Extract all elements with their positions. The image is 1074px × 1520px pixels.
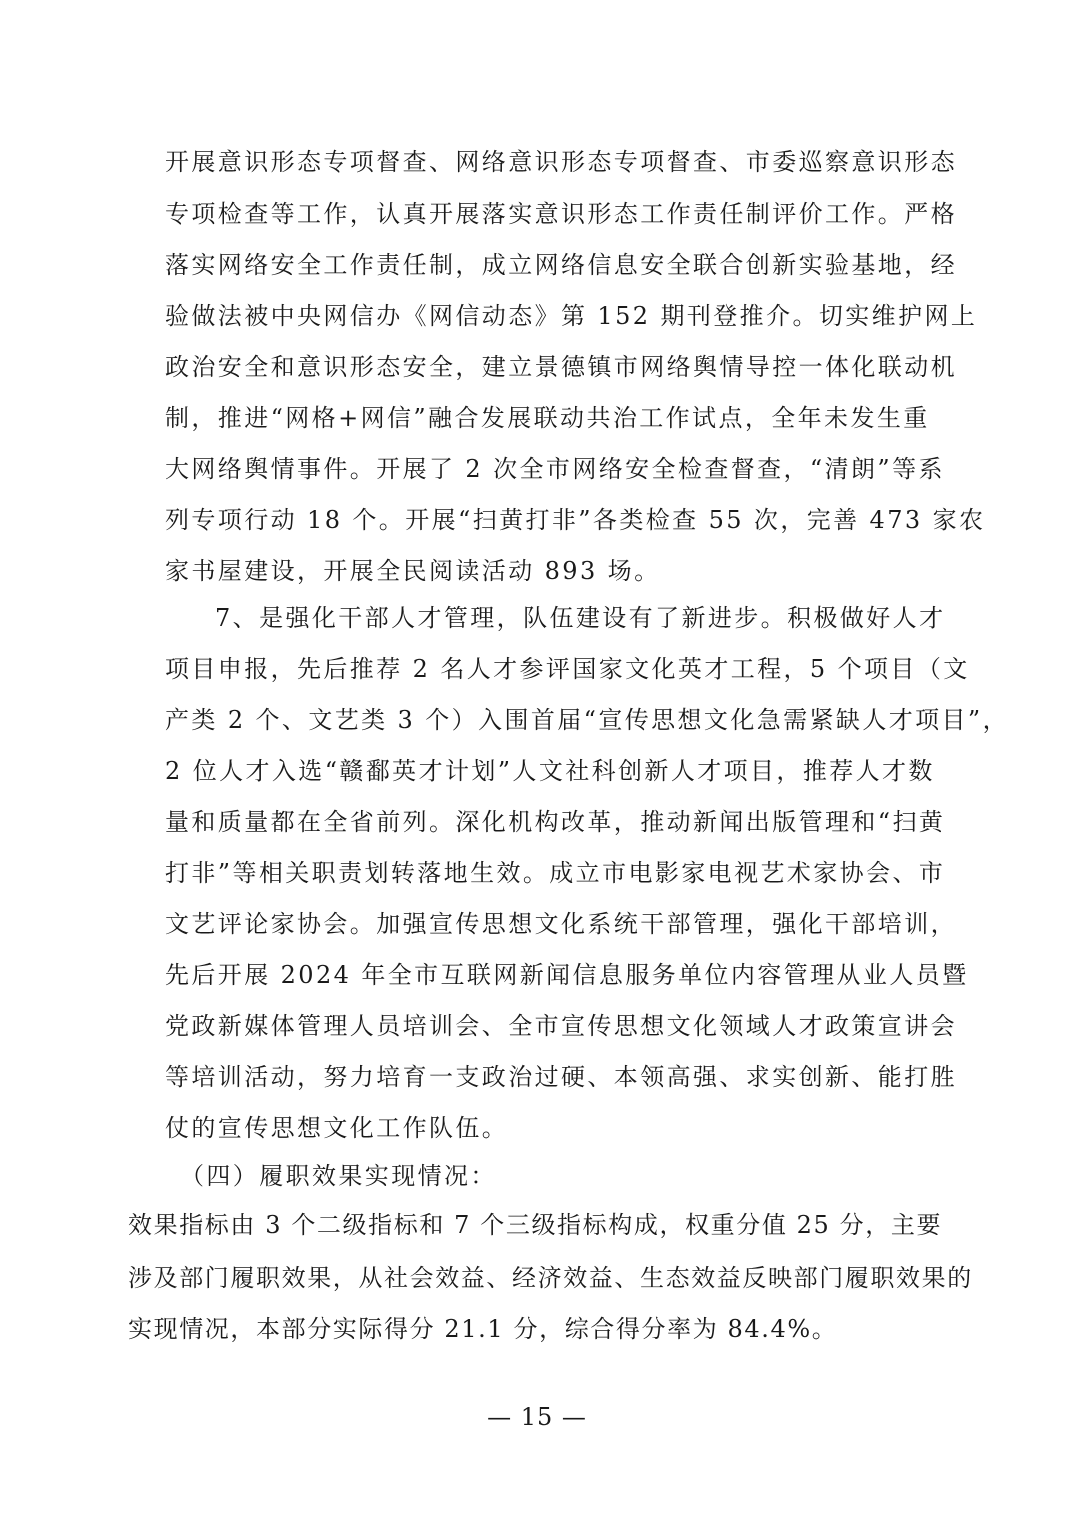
text-line: 仗的宣传思想文化工作队伍。 xyxy=(165,1114,509,1142)
text-line: 项目申报，先后推荐 2 名人才参评国家文化英才工程，5 个项目（文 xyxy=(165,655,970,683)
text-line: 列专项行动 18 个。开展“扫黄打非”各类检查 55 次，完善 473 家农 xyxy=(165,506,986,534)
text-line: 落实网络安全工作责任制，成立网络信息安全联合创新实验基地，经 xyxy=(165,251,957,279)
text-line: 等培训活动，努力培育一支政治过硬、本领高强、求实创新、能打胜 xyxy=(165,1063,957,1091)
text-line: 效果指标由 3 个二级指标和 7 个三级指标构成，权重分值 25 分，主要 xyxy=(128,1211,943,1239)
text-line: 制，推进“网格+网信”融合发展联动共治工作试点，全年未发生重 xyxy=(165,404,930,432)
text-line: 打非”等相关职责划转落地生效。成立市电影家电视艺术家协会、市 xyxy=(165,859,946,887)
text-line: 7、是强化干部人才管理，队伍建设有了新进步。积极做好人才 xyxy=(215,604,946,632)
text-line: 量和质量都在全省前列。深化机构改革，推动新闻出版管理和“扫黄 xyxy=(165,808,946,836)
text-line: 开展意识形态专项督查、网络意识形态专项督查、市委巡察意识形态 xyxy=(165,148,957,176)
text-line: 实现情况，本部分实际得分 21.1 分，综合得分率为 84.4%。 xyxy=(128,1315,838,1343)
section-heading: （四）履职效果实现情况： xyxy=(180,1162,497,1190)
text-line: 家书屋建设，开展全民阅读活动 893 场。 xyxy=(165,557,661,585)
text-line: 产类 2 个、文艺类 3 个）入围首届“宣传思想文化急需紧缺人才项目”， xyxy=(165,706,1009,734)
text-line: 涉及部门履职效果，从社会效益、经济效益、生态效益反映部门履职效果的 xyxy=(128,1264,973,1292)
text-line: 大网络舆情事件。开展了 2 次全市网络安全检查督查，“清朗”等系 xyxy=(165,455,945,483)
text-line: 党政新媒体管理人员培训会、全市宣传思想文化领域人才政策宣讲会 xyxy=(165,1012,957,1040)
text-line: 验做法被中央网信办《网信动态》第 152 期刊登推介。切实维护网上 xyxy=(165,302,978,330)
text-line: 政治安全和意识形态安全，建立景德镇市网络舆情导控一体化联动机 xyxy=(165,353,957,381)
page-number: — 15 — xyxy=(487,1403,587,1431)
text-line: 专项检查等工作，认真开展落实意识形态工作责任制评价工作。严格 xyxy=(165,200,957,228)
text-line: 2 位人才入选“赣鄱英才计划”人文社科创新人才项目，推荐人才数 xyxy=(165,757,935,785)
text-line: 先后开展 2024 年全市互联网新闻信息服务单位内容管理从业人员暨 xyxy=(165,961,969,989)
text-line: 文艺评论家协会。加强宣传思想文化系统干部管理，强化干部培训， xyxy=(165,910,957,938)
